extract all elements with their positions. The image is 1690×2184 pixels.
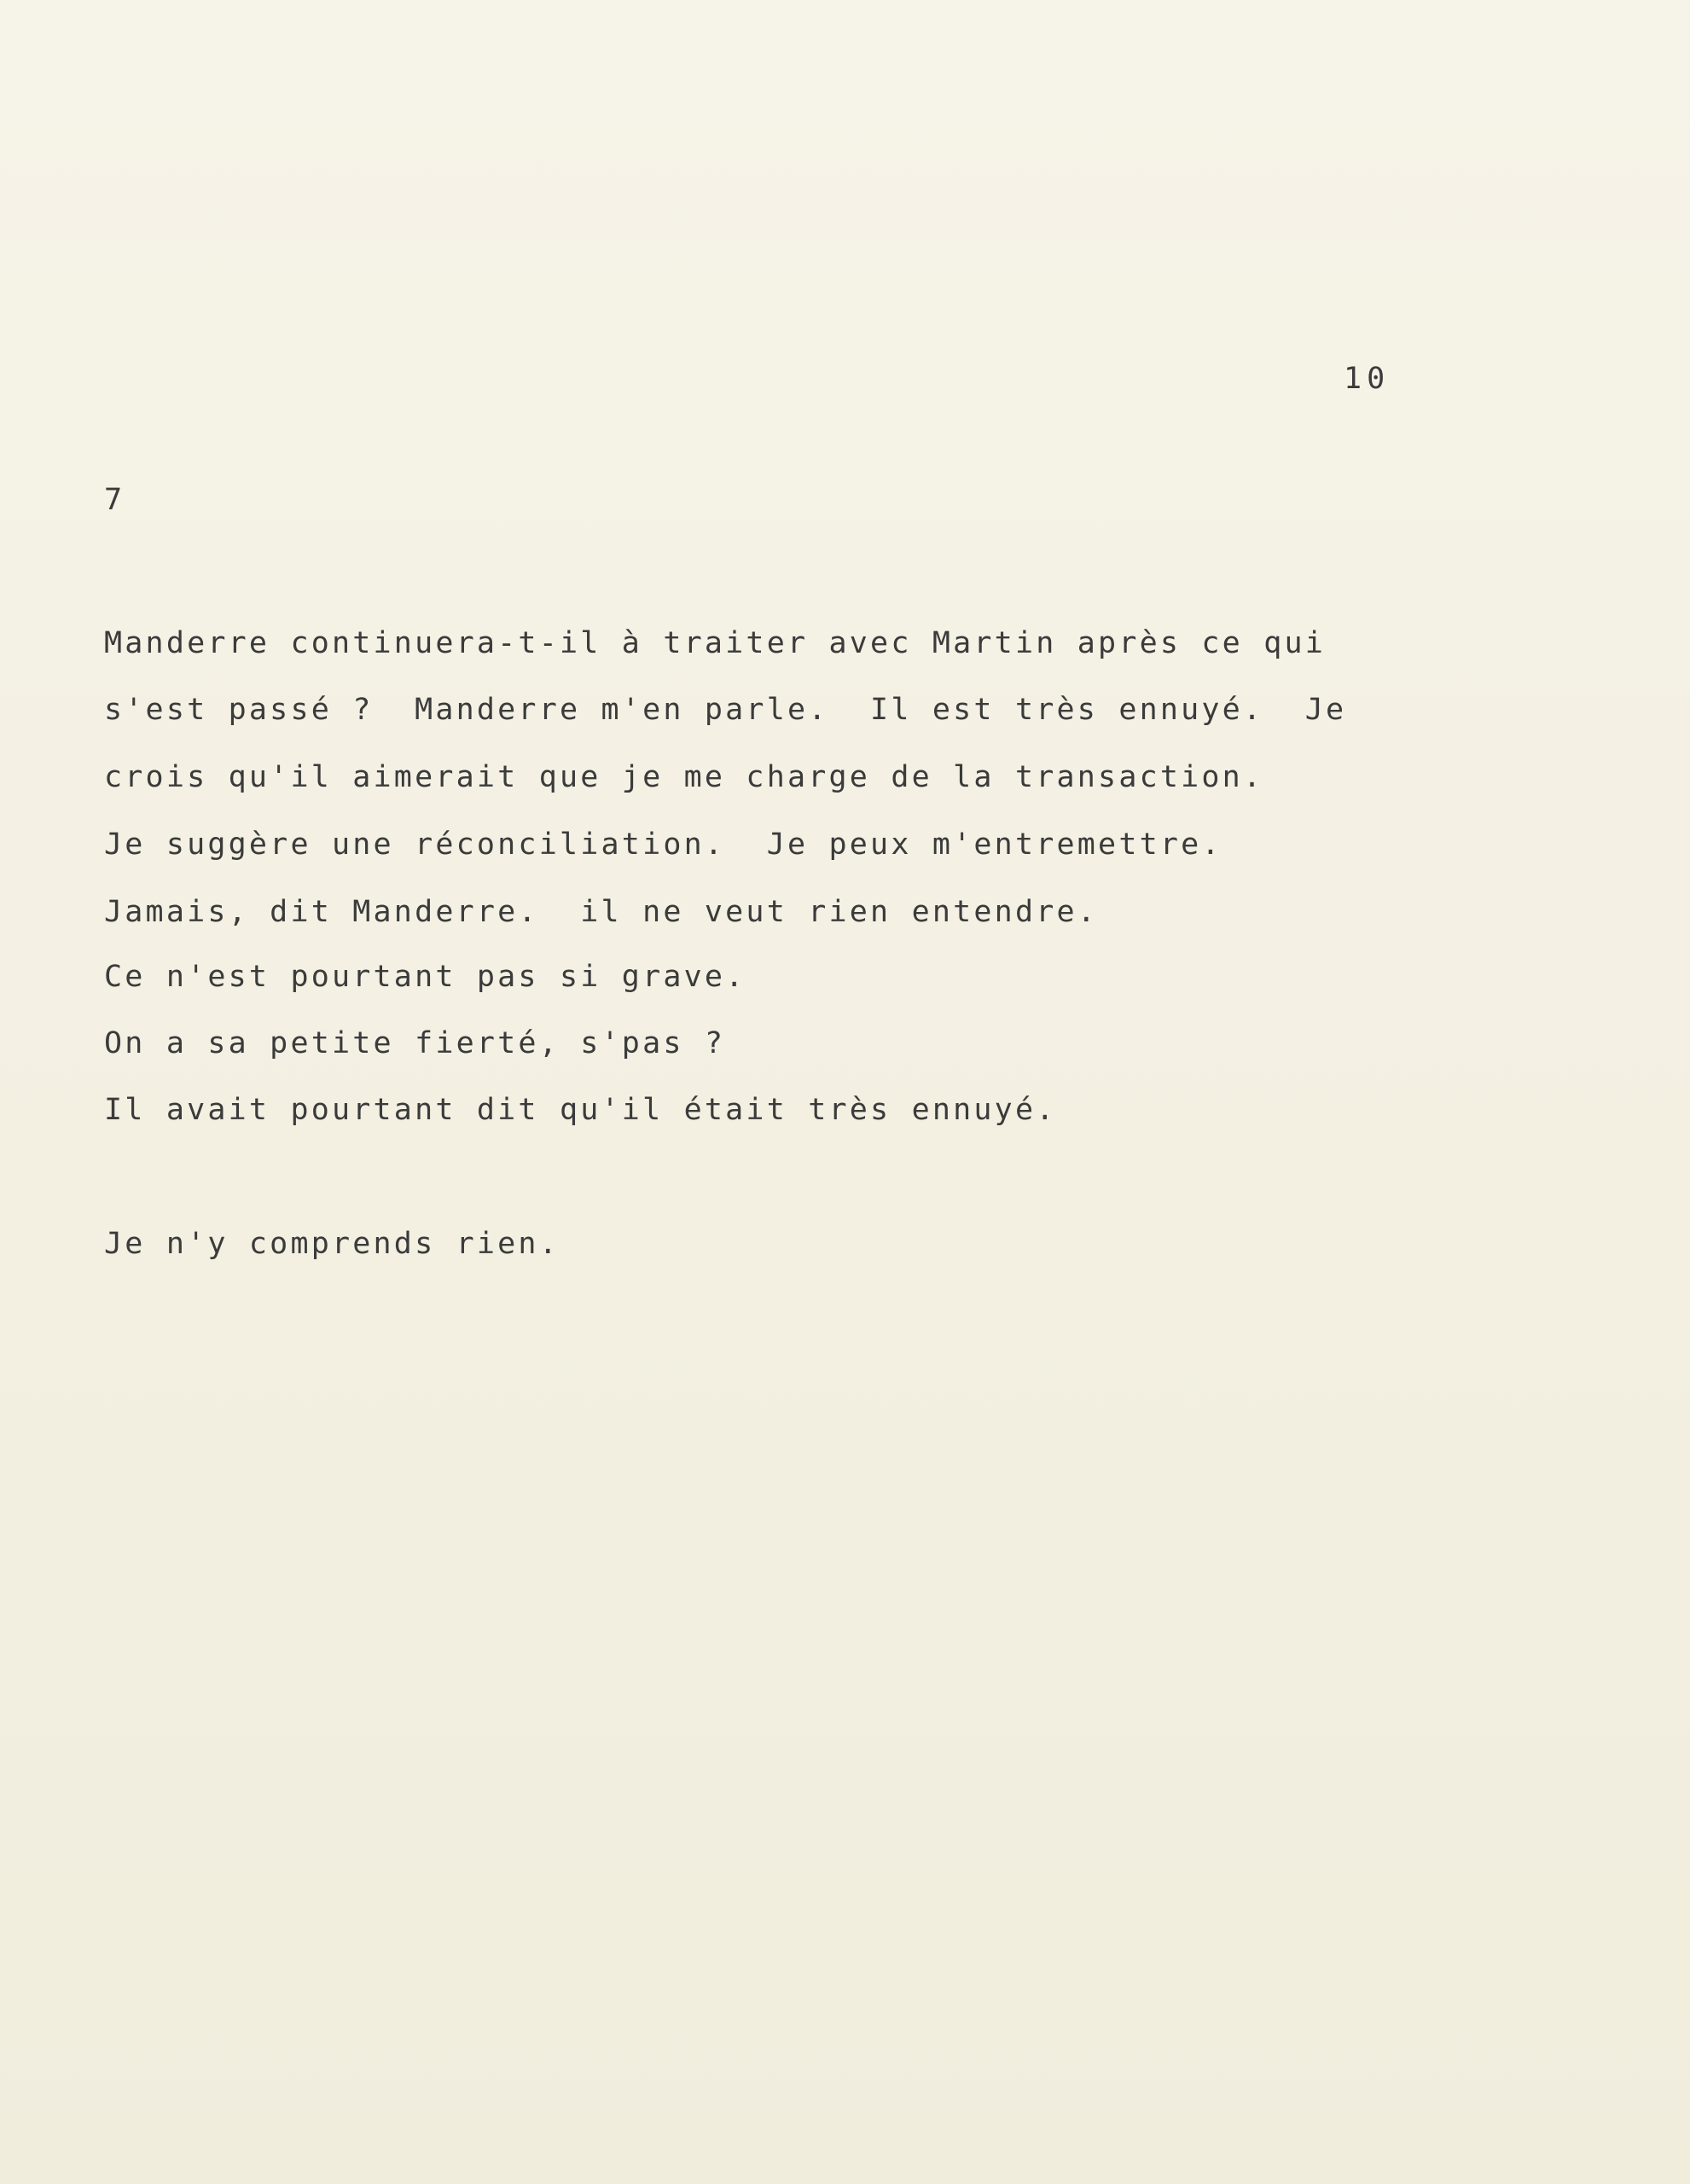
text-line: Je n'y comprends rien. (104, 1227, 560, 1261)
text-line: Il avait pourtant dit qu'il était très ennuyé. (104, 1093, 1057, 1127)
text-line: Jamais, dit Manderre. il ne veut rien entendre. (104, 895, 1099, 929)
page-number: 10 (1344, 362, 1391, 396)
text-line: crois qu'il aimerait que je me charge de la transaction. (104, 760, 1264, 794)
text-line: Je suggère une réconciliation. Je peux m'entremettre. (104, 828, 1222, 862)
text-line: s'est passé ? Manderre m'en parle. Il est très ennuyé. Je (104, 693, 1347, 727)
text-line: Ce n'est pourtant pas si grave. (104, 960, 746, 994)
text-line: Manderre continuera-t-il à traiter avec Martin après ce qui (104, 626, 1327, 660)
section-number: 7 (104, 483, 123, 517)
text-line: On a sa petite fierté, s'pas ? (104, 1026, 726, 1060)
